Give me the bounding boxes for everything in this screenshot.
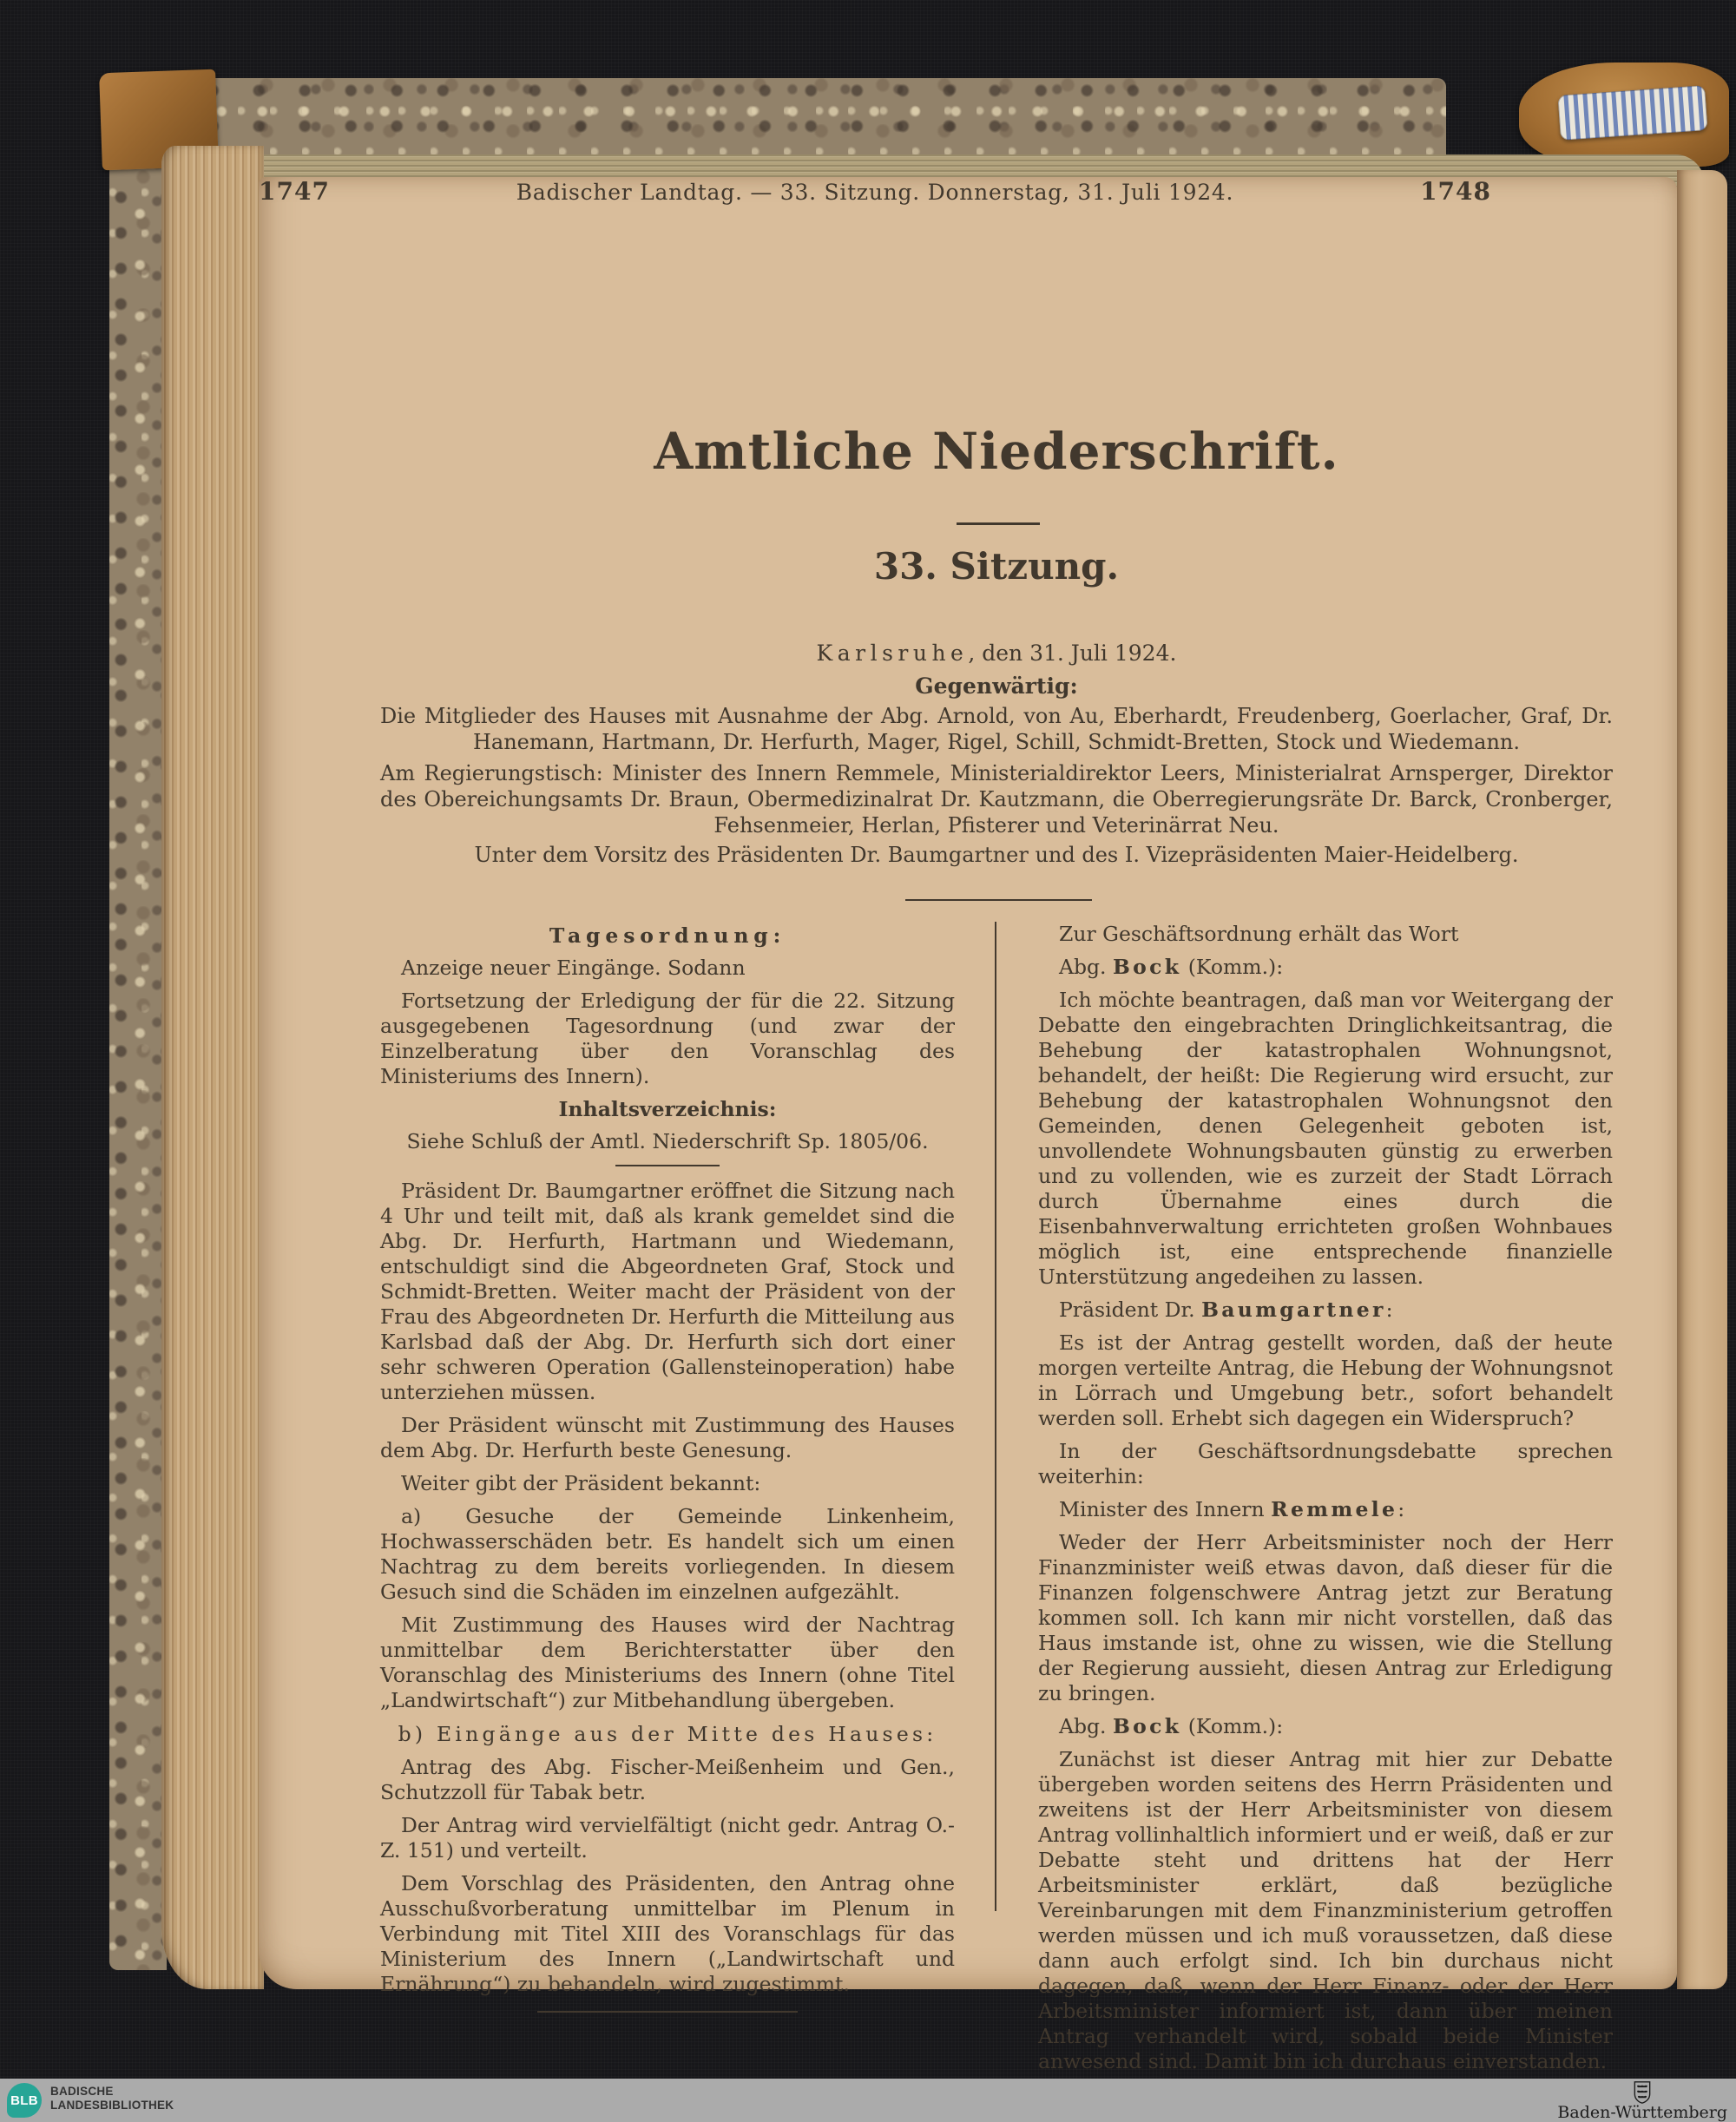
toc-heading: Inhaltsverzeichnis: — [558, 1097, 777, 1121]
presiding-line: Unter dem Vorsitz des Präsidenten Dr. Baumgartner und des I. Vizepräsidenten Maier-Heidelberg. — [474, 843, 1519, 867]
paragraph: Weiter gibt der Präsident bekannt: — [401, 1471, 761, 1495]
agenda-item: Anzeige neuer Eingänge. Sodann — [401, 956, 746, 980]
speech-paragraph: Zunächst ist dieser Antrag mit hier zur Debatte übergeben worden seitens des Herrn Präsidenten und zweitens ist der Herr Arbeitsminister von diesem Antrag vollinhaltlich informiert und er weiß, daß er zur Debatte steht und drittens hat der Herr Arbeitsminister erklärt, daß bezügliche Vereinbarungen mit dem Finanzministerium getroffen werden müssen und ich muß voraussetzen, daß diese dann auch erfolgt sind. Ich bin durchaus nicht dagegen, daß, wenn der Herr Finanz- oder der Herr Arbeitsminister informiert ist, dann über meinen Antrag verhandelt wird, sobald beide Minister anwesend sind. Damit bin ich durchaus einverstanden. — [1038, 1747, 1613, 2073]
page-fold-right — [1677, 170, 1727, 1989]
debate-line: In der Geschäftsordnungsdebatte sprechen weiterhin: — [1038, 1439, 1613, 1488]
speaker-suffix: (Komm.): — [1181, 955, 1284, 979]
present-heading: Gegenwärtig: — [915, 673, 1078, 699]
page-stack-left-edge — [161, 146, 264, 1989]
speaker-prefix: Abg. — [1059, 955, 1113, 979]
speaker-suffix: (Komm.): — [1181, 1714, 1284, 1738]
speaker-suffix: : — [1385, 1298, 1393, 1322]
dateline-rest: , den 31. Juli 1924. — [968, 641, 1177, 666]
speaker-heading — [1038, 1298, 1613, 1323]
speaker-heading — [1038, 1714, 1613, 1739]
blb-logo-label: BLB — [10, 2092, 38, 2108]
coat-of-arms-icon — [1633, 2081, 1652, 2104]
paragraph: a) Gesuche der Gemeinde Linkenheim, Hochwasserschäden betr. Es handelt sich um einen Nachtrag zu dem bereits vorliegenden. In diesem Gesuch sind die Schäden im einzelnen aufgezählt. — [380, 1504, 955, 1604]
speaker-prefix: Abg. — [1059, 1714, 1113, 1738]
speaker-name: Bock — [1113, 955, 1182, 979]
speaker-heading — [1038, 955, 1613, 980]
column-number-left: 1747 — [259, 177, 330, 206]
speaker-heading — [1038, 1497, 1613, 1522]
library-name-line1: BADISCHE — [50, 2085, 114, 2098]
agenda-heading: Tagesordnung: — [549, 923, 786, 948]
toc-note: Siehe Schluß der Amtl. Niederschrift Sp. 1805/06. — [406, 1129, 929, 1153]
page-title: Amtliche Niederschrift. — [654, 422, 1339, 481]
book-cover-board-top — [109, 78, 1446, 167]
small-divider — [615, 1165, 720, 1166]
library-name-line2: LANDESBIBLIOTHEK — [50, 2099, 174, 2112]
column-number-right: 1748 — [1420, 177, 1491, 206]
paragraph: Dem Vorschlag des Präsidenten, den Antrag ohne Ausschußvorberatung unmittelbar im Plenum in Verbindung mit Titel XIII des Voranschlags für das Ministerium des Innern („Landwirtschaft und Ernährung“) zu behandeln, wird zugestimmt. — [380, 1871, 955, 1996]
text-columns — [380, 922, 1613, 2082]
paragraph: Der Antrag wird vervielfältigt (nicht gedr. Antrag O.-Z. 151) und verteilt. — [380, 1813, 955, 1862]
state-branding — [1557, 2081, 1727, 2121]
title-divider — [957, 522, 1040, 525]
paragraph: Mit Zustimmung des Hauses wird der Nachtrag unmittelbar dem Berichterstatter über den Voranschlag des Ministeriums des Innern (ohne Titel „Landwirtschaft“) zur Mitbehandlung übergeben. — [380, 1613, 955, 1712]
speaker-name: Bock — [1113, 1714, 1182, 1738]
dateline-place: Karlsruhe — [816, 641, 969, 666]
book-cover-board-left — [109, 78, 167, 1970]
end-divider — [537, 2011, 798, 2013]
item-b-heading: b) Eingänge aus der Mitte des Hauses: — [398, 1722, 937, 1746]
printed-page-content — [259, 177, 1677, 2073]
dateline — [380, 641, 1613, 666]
present-government: Am Regierungstisch: Minister des Innern Remmele, Ministerialdirektor Leers, Ministerialrat Arnsperger, Direktor des Obereichungsamts Dr. Braun, Obermedizinalrat Dr. Kautzmann, die Oberregierungsräte Dr. Barck, Cronberger, Fehsenmeier, Herlan, Pfisterer und Veterinärrat Neu. — [380, 761, 1613, 838]
speaker-prefix: Minister des Innern — [1059, 1497, 1272, 1521]
section-divider — [905, 899, 1092, 901]
running-header: Badischer Landtag. — 33. Sitzung. Donnerstag, 31. Juli 1924. — [516, 180, 1234, 205]
speaker-name: Remmele — [1271, 1497, 1398, 1521]
paragraph: Präsident Dr. Baumgartner eröffnet die Sitzung nach 4 Uhr und teilt mit, daß als krank gemeldet sind die Abg. Dr. Herfurth, Hartmann und Wiedemann, entschuldigt sind die Abgeordneten Graf, Stock und Schmidt-Bretten. Weiter macht der Präsident von der Frau des Abgeordneten Dr. Herfurth die Mitteilung aus Karlsbad daß der Abg. Dr. Herfurth sich dort einer sehr schweren Operation (Gallensteinoperation) habe unterziehen müssen. — [380, 1179, 955, 1404]
speech-paragraph: Es ist der Antrag gestellt worden, daß der heute morgen verteilte Antrag, die Hebung der Wohnungsnot in Lörrach und Umgebung betr., sofort behandelt werden soll. Erhebt sich dagegen ein Widerspruch? — [1038, 1330, 1613, 1430]
speaker-prefix: Präsident Dr. — [1059, 1298, 1202, 1322]
order-line: Zur Geschäftsordnung erhält das Wort — [1059, 922, 1459, 946]
paragraph: Antrag des Abg. Fischer-Meißenheim und Gen., Schutzzoll für Tabak betr. — [380, 1755, 955, 1804]
right-column — [1038, 922, 1613, 2082]
agenda-item: Fortsetzung der Erledigung der für die 22. Sitzung ausgegebenen Tagesordnung (und zwar der Einzelberatung über den Voranschlag des Ministeriums des Innern). — [380, 989, 955, 1088]
present-members: Die Mitglieder des Hauses mit Ausnahme der Abg. Arnold, von Au, Eberhardt, Freudenberg, Goerlacher, Graf, Dr. Hanemann, Hartmann, Dr. Herfurth, Mager, Rigel, Schill, Schmidt-Bretten, Stock und Wiedemann. — [380, 704, 1613, 754]
library-name — [50, 2085, 174, 2112]
speech-paragraph: Ich möchte beantragen, daß man vor Weitergang der Debatte den eingebrachten Dringlichkeitsantrag, die Behebung der katastrophalen Wohnungsnot, behandelt, der heißt: Die Regierung wird ersucht, zur Behebung der katastrophalen Wohnungsnot den Gemeinden, denen Gelegenheit geboten ist, unvollendete Wohnungsbauten günstig zu erwerben und zu vollenden, wie es zurzeit der Stadt Lörrach durch Übernahme eines durch die Eisenbahnverwaltung errichteten großen Wohnbaues möglich ist, eine entsprechende finanzielle Unterstützung angedeihen zu lassen. — [1038, 988, 1613, 1289]
session-heading: 33. Sitzung. — [873, 545, 1120, 588]
library-footer-bar — [0, 2079, 1736, 2122]
blb-logo — [7, 2083, 42, 2118]
running-header-row — [259, 177, 1491, 206]
speaker-name: Baumgartner — [1201, 1298, 1386, 1322]
state-name: Baden-Württemberg — [1557, 2103, 1727, 2122]
speaker-suffix: : — [1397, 1497, 1405, 1521]
left-column — [380, 922, 955, 2082]
paragraph: Der Präsident wünscht mit Zustimmung des Hauses dem Abg. Dr. Herfurth beste Genesung. — [380, 1413, 955, 1462]
speech-paragraph: Weder der Herr Arbeitsminister noch der Herr Finanzminister weiß etwas davon, daß dieser für die Finanzen folgenschwere Antrag jetzt zur Beratung kommen soll. Ich kann mir nicht vorstellen, daß das Haus imstande ist, ohne zu wissen, wie die Stellung der Regierung aussieht, diesen Antrag zur Erledigung zu bringen. — [1038, 1530, 1613, 1705]
